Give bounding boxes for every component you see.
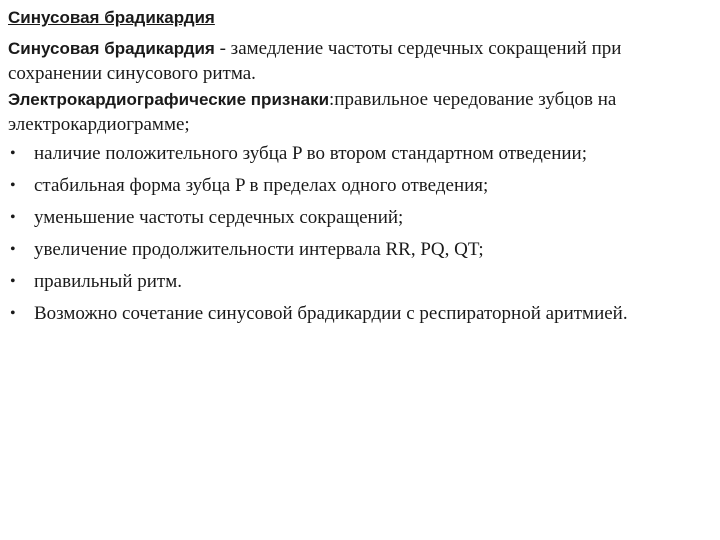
list-item-text: уменьшение частоты сердечных сокращений;	[34, 207, 404, 228]
definition-paragraph	[8, 36, 710, 86]
ecg-paragraph	[8, 87, 710, 137]
bullet-icon: •	[10, 305, 16, 322]
list-item	[8, 269, 710, 294]
bullet-icon: •	[10, 177, 16, 194]
list-item	[8, 141, 710, 166]
ecg-term: Электрокардиографические признаки	[8, 90, 330, 109]
bullet-list	[8, 141, 710, 326]
bullet-icon: •	[10, 273, 16, 290]
bullet-icon: •	[10, 209, 16, 226]
ecg-text: :правильное чередование зубцов на электрокардиограмме;	[8, 89, 617, 135]
bullet-icon: •	[10, 241, 16, 258]
definition-text: - замедление частоты сердечных сокращений при сохранении синусового ритма.	[8, 38, 622, 84]
list-item	[8, 301, 710, 326]
list-item-text: Возможно сочетание синусовой брадикардии с респираторной аритмией.	[34, 303, 628, 324]
list-item-text: правильный ритм.	[34, 271, 182, 292]
list-item-text: увеличение продолжительности интервала RR, PQ, QT;	[34, 239, 484, 260]
list-item-text: наличие положительного зубца P во втором стандартном отведении;	[34, 143, 587, 164]
list-item	[8, 173, 710, 198]
slide-title: Синусовая брадикардия	[8, 8, 215, 27]
list-item-text: стабильная форма зубца P в пределах одного отведения;	[34, 175, 489, 196]
definition-term: Синусовая брадикардия	[8, 39, 215, 58]
bullet-icon: •	[10, 145, 16, 162]
list-item	[8, 205, 710, 230]
list-item	[8, 237, 710, 262]
